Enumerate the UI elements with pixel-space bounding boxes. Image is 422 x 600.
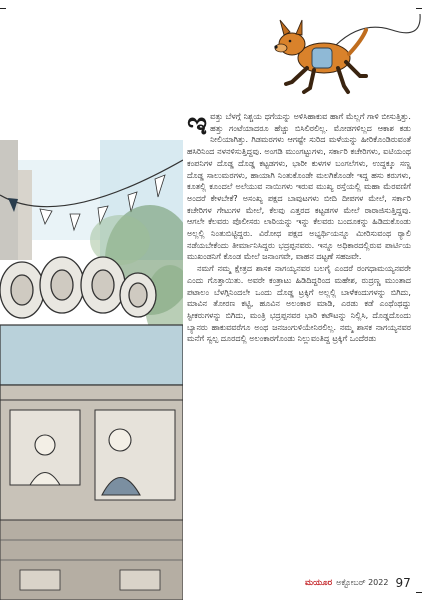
magazine-name: ಮಯೂರ — [305, 578, 333, 588]
drop-cap: ಇ — [187, 111, 208, 142]
crop-mark-bottom-right — [416, 592, 422, 593]
page-footer — [305, 576, 411, 590]
page-number: 97 — [395, 576, 411, 590]
crop-mark-top-right — [416, 8, 422, 9]
running-dog-illustration — [262, 10, 422, 110]
paragraph-1-text: ವತ್ತು ಬೆಳಗ್ಗೆ ನಿಶ್ಚಯ ಧಗೆಯನ್ನು ಅಳಿಸಿಹಾಕುವ ಹಾಗೆ ಮೆಲ್ಲಗೆ ಗಾಳಿ ಬೀಸುತ್ತಿತ್ತು. ಹತ್ತು ಗಂಟೆಯಾದರೂ ಹೆಚ್ಚು ಬಿಸಿಲಿರಲಿಲ್ಲ. ಮೋಡಗಳಿಲ್ಲದ ಆಕಾಶ ಕಡು ನೀಲಿಯಾಗಿತ್ತು. ಗಿಡಮರಗಳು ಆಗಷ್ಟೇ ಸುರಿದ ಮಳೆಯನ್ನು ಹೀರಿಕೊಂಡಿರುವಂತೆ ಹಸಿರಿನಿಂದ ನಳನಳಿಸುತ್ತಿದ್ದವು. ಅಂಗಡಿ ಮುಂಗಟ್ಟುಗಳು, ಸರ್ಕಾರಿ ಕಚೇರಿಗಳು, ಐಟಿಯಂಥ ಕಂಪನಿಗಳ ದೊಡ್ಡ ದೊಡ್ಡ ಕಟ್ಟಡಗಳು, ಭಾರೀ ಕುಳಗಳ ಬಂಗಲೆಗಳು, ಉದ್ದಕ್ಕೂ ಸಣ್ಣ ದೊಡ್ಡ ಸಾಲುಮರಗಳು, ಹಾಯಾಗಿ ನಿಂತುಕೊಂಡೇ ಮಲಗಿಕೊಂಡೇ ಇದ್ದ ಹಸು ಕರುಗಳು, ಕೂತಲ್ಲಿ ಕೂಂದಲೆ ಅಲೆಯುವ ನಾಯಿಗಳು ಇರುವ ಮುಖ್ಯ ರಸ್ತೆಯಲ್ಲಿ ಮಹಾ ಮೆರವಣಿಗೆ ಅಂದರೆ ಕೇಳಬೇಕೆ? ಅಸಂಖ್ಯ ಪಕ್ಷದ ಬಾವುಟಗಳು ಬೀದಿ ದೀಪಗಳ ಮೇಲೆ, ಸರ್ಕಾರಿ ಕಚೇರಿಗಳ ಗೇಟುಗಳ ಮೇಲೆ, ಕೆಲವು ಎತ್ತರದ ಕಟ್ಟಡಗಳ ಮೇಲೆ ರಾರಾಜಿಸುತ್ತಿದ್ದವು. ಆಗಲೇ ಕೆಲವರು ಪೊಲೀಸರು ಲಾಠಿಯನ್ನು ಇನ್ನು ಕೆಲವರು ಬಂದೂಕನ್ನು ಹಿಡಿದುಕೊಂಡು ಅಲ್ಲಲ್ಲಿ ನಿಂತುಬಿಟ್ಟಿದ್ದರು. ವಿರೋಧ ಪಕ್ಷದ ಅಭ್ಯರ್ಥಿಯನ್ನೂ ಮೀರಿಸುವಂಥ ರ‍್ಯಾಲಿ ನಡೆಯಬೇಕೆಂದು ತೀರ್ಮಾನಿಸಿದ್ದರು ಭದ್ರಪ್ಪನವರು. ಇನ್ನೂ ಅಧಿಕಾರದಲ್ಲಿರುವ ಪಾರ್ಟಿಯ ಮುಖಂಡನಿಗೆ ಕೊಂಡ ಮೇಲೆ ಜನಾಂಗವೇ, ವಾಹನ ದಟ್ಟಣೆ ಸಹಜವೇ. — [187, 112, 411, 262]
issue-date: ಅಕ್ಟೋಬರ್ 2022 — [336, 578, 389, 587]
paragraph-2: ನಮಗೆ ನಮ್ಮ ಕ್ಷೇತ್ರದ ಶಾಸಕ ನಾಗಯ್ಯನವರ ಬಲಗೈ ಎಂದರೆ ರಂಗಧಾಮಯ್ಯನವರೇ ಎಂದು ಗೊತ್ತಾಯಿತು. ಅವರೇ ಕಂತ್ರಾಟು ಹಿಡಿದಿದ್ದರಿಂದ ಮಹೇಶ, ರುದ್ರಣ್ಣ ಮುಂತಾದ ಪಟಾಲಂ ಬೆಳಗ್ಗಿನಿಂದಲೇ ಒಂದು ದೊಡ್ಡ ಟ್ರಕ್ಕಿಗೆ ಅಲ್ಲಲ್ಲಿ ಬಾಳೆಕಂದುಗಳನ್ನು ಬಿಗಿದು, ಮಾವಿನ ತೋರಣ ಕಟ್ಟಿ, ಹೂವಿನ ಅಲಂಕಾರ ಮಾಡಿ, ಎರಡು ಕಡೆ ಎಂಥೆಂಥದ್ದು ಸ್ಟೀಕರುಗಳನ್ನು ಬಿಗಿದು, ಮಂತ್ರಿ ಭದ್ರಪ್ಪನವರ ಭಾರಿ ಕಟೌಟನ್ನು ನಿಲ್ಲಿಸಿ, ದೊಡ್ಡದೊಂದು ಬ್ಯಾನರು ಹಾಕುವವರೆಗೂ ಅಂಥ ಜನಜಂಗುಳಿಯೇನಿರಲಿಲ್ಲ. ನಮ್ಮ ಶಾಸಕ ನಾಗಯ್ಯನವರ ಮನೆಗೆ ಸ್ವಲ್ಪ ದೂರದಲ್ಲಿ ಅಲಂಕಾರಗೊಂಡು ನಿಲ್ಲುವಂತಿದ್ದ ಟ್ರಕ್ಕಿಗೆ ಒಂದೆರಡು — [187, 264, 411, 344]
rally-truck-illustration — [0, 100, 183, 600]
article-body — [187, 111, 411, 576]
crop-mark-top-left — [0, 8, 6, 9]
paragraph-1 — [187, 111, 411, 263]
